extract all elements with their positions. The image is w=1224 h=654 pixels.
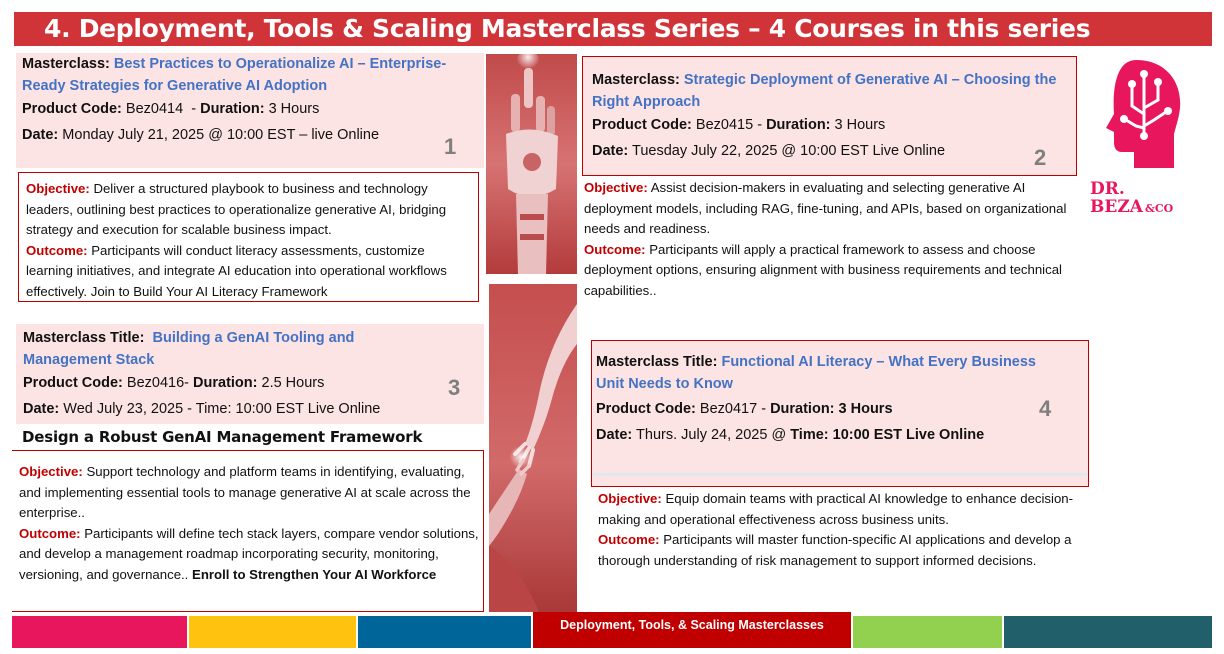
robot-hand-image-top xyxy=(486,54,577,274)
page-title: 4. Deployment, Tools & Scaling Masterclass Series – 4 Courses in this series xyxy=(44,14,1091,43)
robot-human-hands-image xyxy=(489,284,577,612)
time-label: Time: xyxy=(790,427,829,443)
footer-strip-green xyxy=(853,616,1002,648)
course-2-title: Strategic Deployment of Generative AI – Choosing the Right Approach xyxy=(592,72,1057,110)
course-2-separator: - xyxy=(753,117,763,133)
logo-text-line2: BEZA xyxy=(1090,197,1143,217)
course-4-description xyxy=(598,489,1098,594)
footer-strip-teal xyxy=(1004,616,1212,648)
masterclass-label: Masterclass: xyxy=(592,72,680,88)
objective-label: Objective: xyxy=(19,464,83,479)
course-3-subheading: Design a Robust GenAI Management Framework xyxy=(22,428,423,446)
date-label: Date: xyxy=(22,127,59,143)
objective-label: Objective: xyxy=(26,181,90,196)
course-1-number: 1 xyxy=(444,134,457,159)
product-code-label: Product Code: xyxy=(22,101,122,117)
product-code-label: Product Code: xyxy=(23,375,123,391)
masterclass-title-label: Masterclass Title: xyxy=(596,354,718,370)
course-4-date: Thurs. July 24, 2025 @ xyxy=(636,427,791,443)
course-3-description xyxy=(12,450,484,612)
footer-strip-blue xyxy=(358,616,531,648)
course-1-outcome: Participants will conduct literacy assessments, customize learning initiatives, and integrate AI education into operational workflows effectively. Join to Build Your AI Literacy Framework xyxy=(26,242,447,299)
course-1-date: Monday July 21, 2025 @ 10:00 EST – live Online xyxy=(62,127,380,143)
logo-suffix: &CO xyxy=(1144,202,1174,215)
outcome-label: Outcome: xyxy=(19,525,81,541)
course-4-title: Functional AI Literacy – What Every Business Unit Needs to Know xyxy=(596,354,1036,392)
course-3-code: Bez0416- xyxy=(126,375,189,391)
masterclass-title-label: Masterclass Title: xyxy=(23,330,145,346)
course-2-number: 2 xyxy=(1034,145,1047,170)
time-label: Time: xyxy=(195,401,232,417)
course-4-divider xyxy=(592,473,1088,476)
course-3-title: Building a GenAI Tooling and Management Stack xyxy=(23,330,355,368)
course-1-header xyxy=(16,53,484,168)
course-1-separator: - xyxy=(183,101,197,117)
course-4-time: 10:00 EST Live Online xyxy=(832,427,985,443)
masterclass-label: Masterclass: xyxy=(22,56,110,72)
brand-logo xyxy=(1090,56,1200,226)
duration-label: Duration: xyxy=(193,375,258,391)
course-2-duration: 3 Hours xyxy=(834,117,886,133)
course-1-code: Bez0414 xyxy=(125,101,184,117)
title-bar xyxy=(14,12,1212,46)
outcome-label: Outcome: xyxy=(26,242,88,258)
course-2-date: Tuesday July 22, 2025 @ 10:00 EST Live Online xyxy=(632,143,946,159)
course-1-title: Best Practices to Operationalize AI – Enterprise-Ready Strategies for Generative AI Adoption xyxy=(22,56,447,94)
course-3-date: Wed July 23, 2025 - xyxy=(63,401,196,417)
duration-label: Duration: xyxy=(200,101,265,117)
objective-label: Objective: xyxy=(584,180,648,195)
course-2-description xyxy=(584,178,1070,303)
course-4-duration: 3 Hours xyxy=(838,401,893,417)
course-4-outcome: Participants will master function-specific AI applications and develop a thorough understanding of risk management to support informed decisions. xyxy=(598,532,1072,568)
duration-label: Duration: xyxy=(770,401,835,417)
course-3-outcome: Participants will define tech stack layers, compare vendor solutions, and develop a management roadmap incorporating security, monitoring, versioning, and governance.. xyxy=(19,525,479,582)
course-4-separator: - xyxy=(757,401,767,417)
course-3-header xyxy=(16,324,484,424)
course-2-code: Bez0415 xyxy=(695,117,754,133)
course-3-number: 3 xyxy=(448,375,461,400)
course-4-objective: Equip domain teams with practical AI knowledge to enhance decision-making and operational effectiveness across business units. xyxy=(598,491,1074,527)
footer-strip-yellow xyxy=(189,616,356,648)
course-1-objective: Deliver a structured playbook to business and technology leaders, outlining best practices to operationalize generative AI, bridging strategy and execution for scalable business impact. xyxy=(26,181,447,238)
course-2-objective: Assist decision-makers in evaluating and selecting generative AI deployment models, including RAG, fine-tuning, and APIs, based on organizational needs and readiness. xyxy=(584,180,1067,237)
course-3-time: 10:00 EST Live Online xyxy=(235,401,381,417)
duration-label: Duration: xyxy=(766,117,831,133)
course-3-cta: Enroll to Strengthen Your AI Workforce xyxy=(192,566,437,582)
date-label: Date: xyxy=(596,427,633,443)
ai-head-icon xyxy=(1096,56,1186,176)
logo-text-line1: DR. xyxy=(1090,179,1125,199)
product-code-label: Product Code: xyxy=(596,401,696,417)
course-2-outcome: Participants will apply a practical framework to assess and choose deployment options, ensuring alignment with business requirements and technical capabilities.. xyxy=(584,241,1062,298)
objective-label: Objective: xyxy=(598,491,662,506)
footer-strip-red xyxy=(533,612,851,648)
course-3-duration: 2.5 Hours xyxy=(261,375,325,391)
course-1-duration: 3 Hours xyxy=(268,101,320,117)
course-1-description xyxy=(18,172,479,302)
outcome-label: Outcome: xyxy=(584,241,646,257)
footer-label: Deployment, Tools, & Scaling Masterclasses xyxy=(560,618,824,632)
date-label: Date: xyxy=(23,401,60,417)
course-4-number: 4 xyxy=(1039,396,1052,421)
date-label: Date: xyxy=(592,143,629,159)
course-3-objective: Support technology and platform teams in identifying, evaluating, and implementing essential tools to manage generative AI at scale across the enterprise.. xyxy=(19,464,471,521)
outcome-label: Outcome: xyxy=(598,532,660,548)
course-4-header xyxy=(591,340,1089,487)
course-4-code: Bez0417 xyxy=(699,401,758,417)
product-code-label: Product Code: xyxy=(592,117,692,133)
footer-strip-pink xyxy=(12,616,187,648)
course-2-header xyxy=(582,56,1077,176)
